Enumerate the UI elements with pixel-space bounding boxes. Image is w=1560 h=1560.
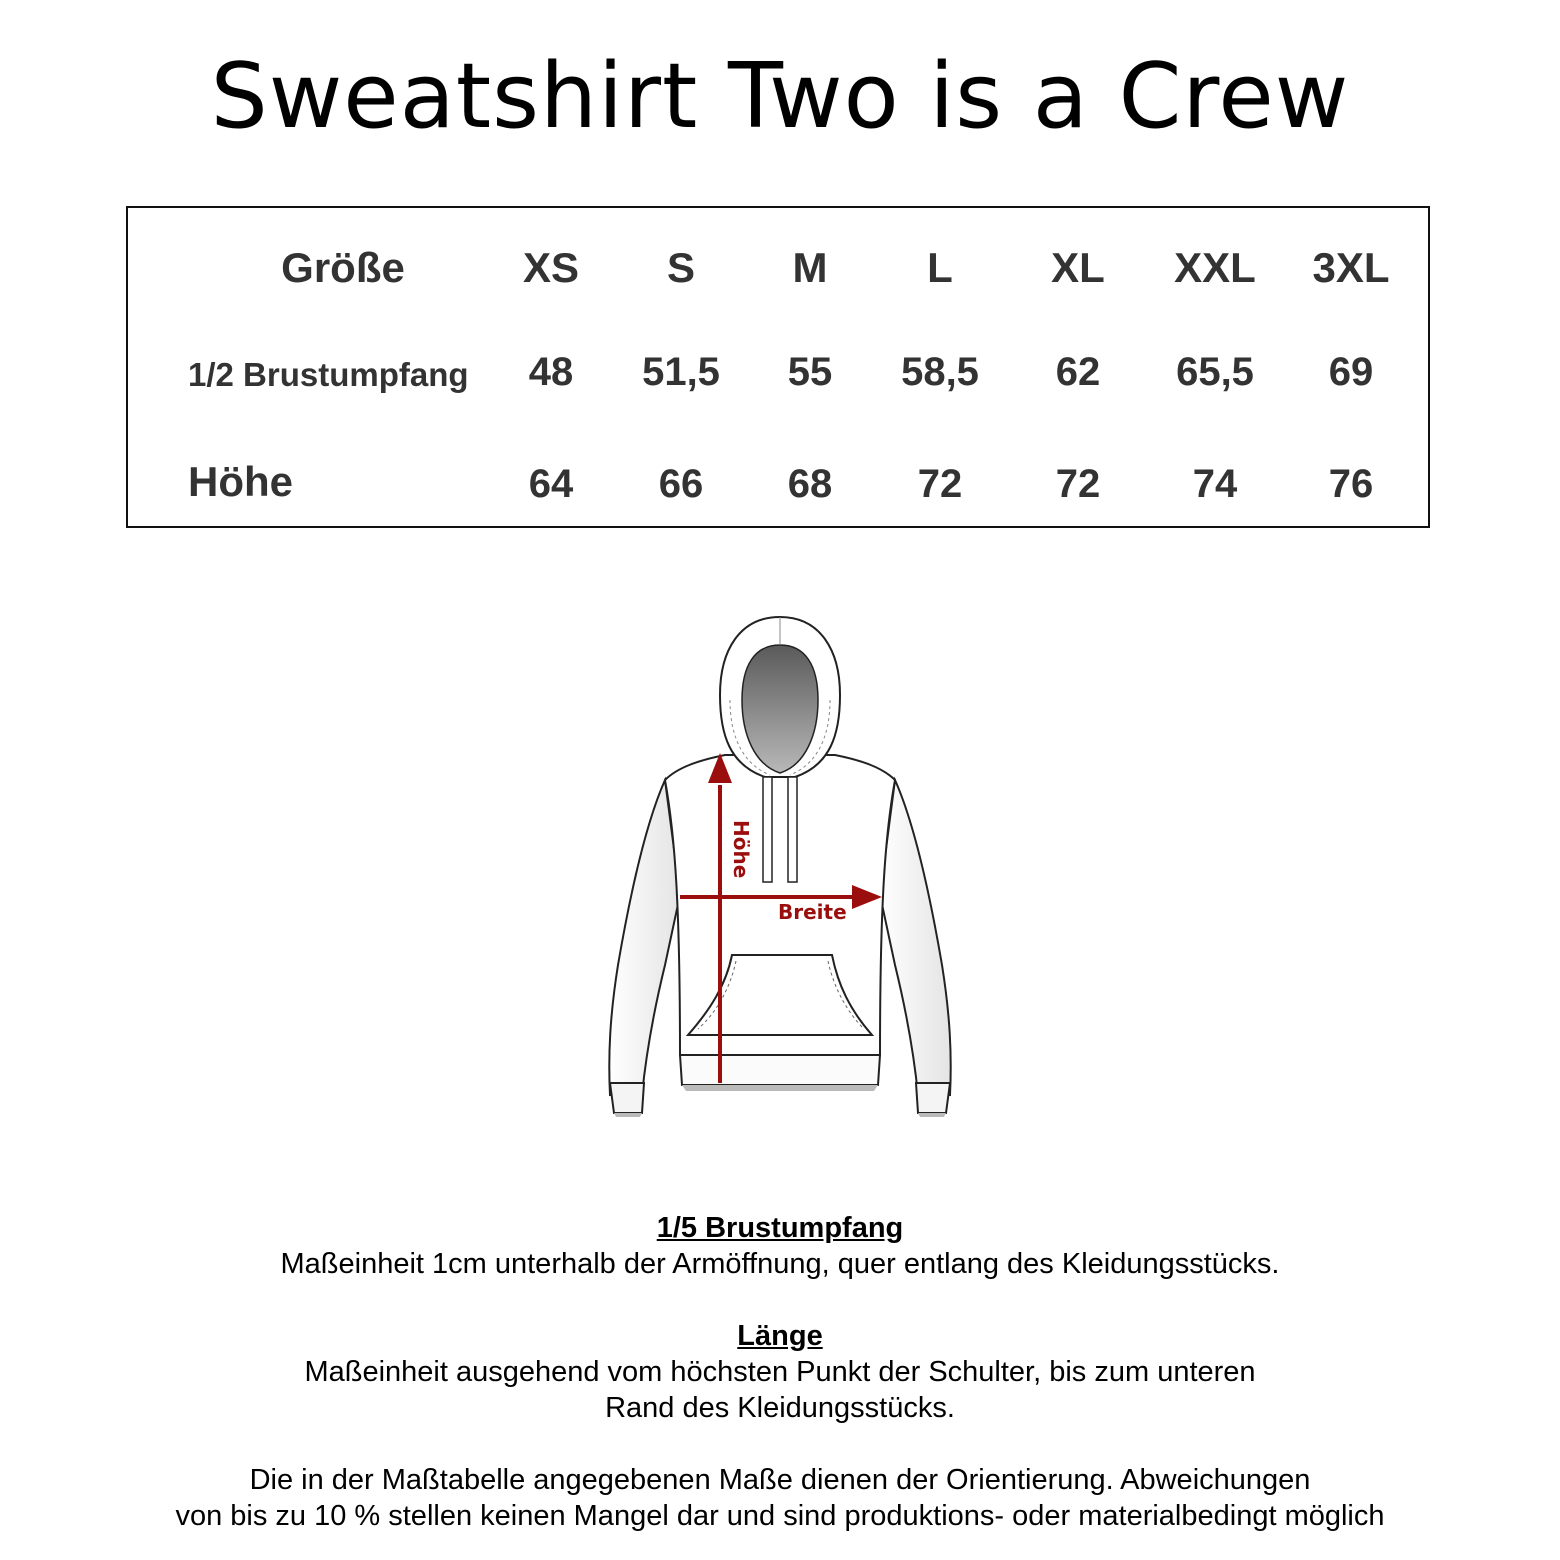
size-header-l: L: [927, 244, 953, 291]
chest-description: Maßeinheit 1cm unterhalb der Armöffnung, quer entlang des Kleidungsstücks.: [280, 1248, 1280, 1280]
height-value-m: 68: [787, 462, 833, 506]
height-value-xxl: 74: [1192, 462, 1238, 506]
height-value-xl: 72: [1055, 462, 1101, 506]
chest-value-m: 55: [787, 350, 833, 394]
right-cuff: [916, 1083, 950, 1113]
right-drawstring: [788, 777, 797, 882]
chest-value-xxl: 65,5: [1176, 350, 1254, 394]
row-label-chest: 1/2 Brustumpfang: [188, 356, 469, 393]
height-value-3xl: 76: [1328, 462, 1374, 506]
left-drawstring: [763, 777, 772, 882]
disclaimer-line-2: von bis zu 10 % stellen keinen Mangel dar und sind produktions- oder materialbedingt möglich: [175, 1500, 1385, 1532]
length-description-2: Rand des Kleidungsstücks.: [605, 1392, 955, 1424]
header-label: Größe: [281, 244, 405, 291]
size-header-xxl: XXL: [1174, 244, 1256, 291]
chest-value-3xl: 69: [1328, 350, 1374, 394]
left-sleeve: [609, 780, 680, 1095]
size-table: [126, 206, 1430, 528]
page-title: Sweatshirt Two is a Crew: [210, 44, 1350, 149]
measurement-notes: [0, 1210, 1560, 1534]
right-sleeve: [880, 780, 951, 1095]
size-header-s: S: [666, 244, 696, 291]
disclaimer-line-1: Die in der Maßtabelle angegebenen Maße dienen der Orientierung. Abweichungen: [249, 1464, 1311, 1496]
chest-value-l: 58,5: [901, 350, 979, 394]
row-label-height: Höhe: [188, 458, 293, 505]
size-header-3xl: 3XL: [1312, 244, 1390, 291]
height-value-s: 66: [658, 462, 704, 506]
hoodie-measurement-diagram: [580, 605, 980, 1135]
chest-value-s: 51,5: [642, 350, 720, 394]
size-header-xs: XS: [522, 244, 580, 291]
height-value-l: 72: [917, 462, 963, 506]
size-header-m: M: [792, 244, 828, 291]
length-heading: Länge: [737, 1320, 823, 1352]
height-value-xs: 64: [528, 462, 574, 506]
left-cuff: [610, 1083, 644, 1113]
height-arrow-label: Höhe: [729, 820, 753, 879]
hoodie-illustration: [580, 605, 980, 1135]
chest-value-xs: 48: [528, 350, 574, 394]
waistband: [680, 1055, 880, 1085]
size-header-xl: XL: [1051, 244, 1105, 291]
chest-value-xl: 62: [1055, 350, 1101, 394]
chest-heading: 1/5 Brustumpfang: [656, 1212, 904, 1244]
width-arrow-label: Breite: [778, 900, 847, 924]
length-description-1: Maßeinheit ausgehend vom höchsten Punkt der Schulter, bis zum unteren: [304, 1356, 1256, 1388]
